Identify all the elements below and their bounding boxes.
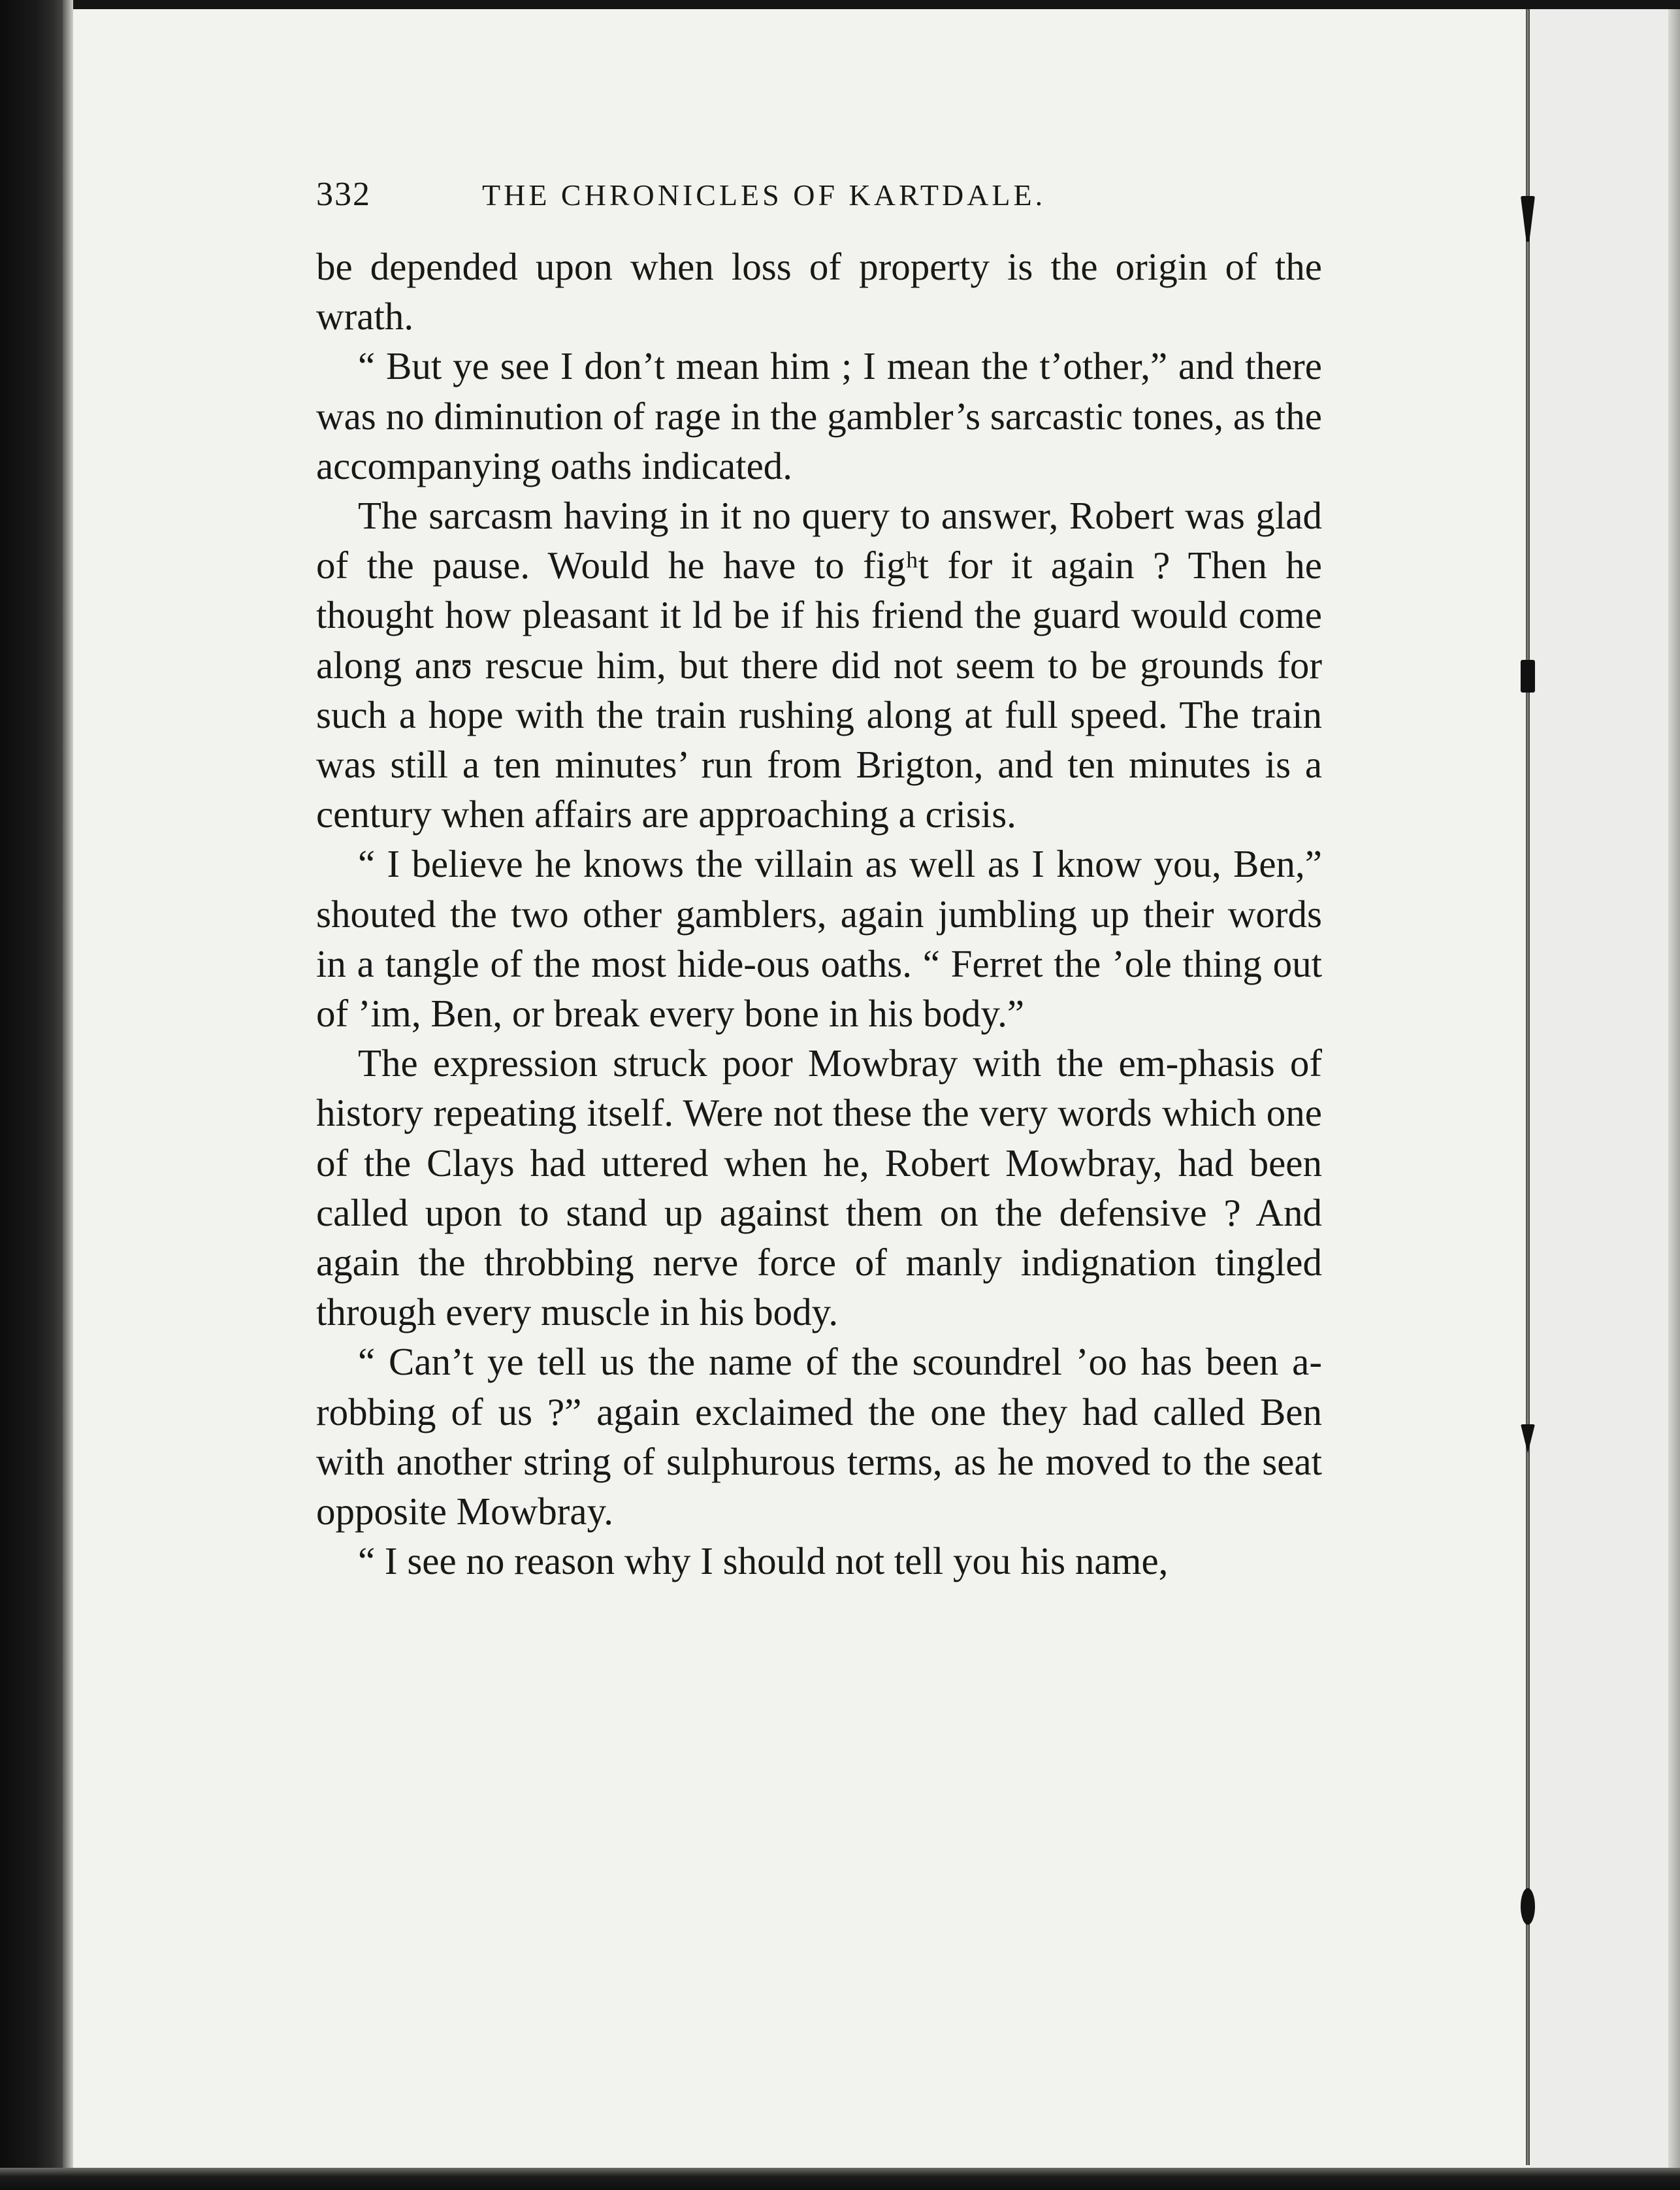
running-head xyxy=(316,175,1322,227)
bottom-scan-border xyxy=(0,2168,1680,2190)
page-number: 332 xyxy=(316,176,371,213)
page-content xyxy=(316,175,1322,1586)
gutter-mark xyxy=(1521,1888,1535,1925)
paragraph: “ I believe he knows the villain as well as I know you, Ben,” shouted the two other gamblers, again jumbling up their words in a tangle of the most hide-ous oaths. “ Ferret the ’ole thing out of ’im, Ben, or break every bone in his body.” xyxy=(316,842,1322,1036)
facing-page-edge xyxy=(1530,9,1680,2168)
running-title: THE CHRONICLES OF KARTDALE. xyxy=(482,178,1046,212)
right-scan-border xyxy=(1668,9,1680,2168)
paragraph: “ I see no reason why I should not tell you his name, xyxy=(358,1539,1169,1583)
paragraph: be depended upon when loss of property is the origin of the wrath. xyxy=(316,245,1322,338)
gutter-mark xyxy=(1521,660,1535,693)
page-fold-line xyxy=(1526,9,1530,2165)
binding-edge xyxy=(63,0,73,2190)
book-binding xyxy=(0,0,65,2190)
paragraph: The expression struck poor Mowbray with the em-phasis of history repeating itself. Were not these the very words which one of the Clays had uttered when he, Robert Mowbray, had been called upon to stand up against them on the defensive ? And again the throbbing nerve force of manly indignation tingled through every muscle in his body. xyxy=(316,1041,1322,1334)
body-text xyxy=(316,242,1322,1586)
top-scan-border xyxy=(0,0,1680,9)
paragraph: The sarcasm having in it no query to answer, Robert was glad of the pause. Would he have to figʰt for it again ? Then he thought how pleasant it ld be if his friend the guard would come along anʊ rescue him, but there did not seem to be grounds for such a hope with the train rushing along at full speed. The train was still a ten minutes’ run from Brigton, and ten minutes is a century when affairs are approaching a crisis. xyxy=(316,494,1322,836)
paragraph: “ Can’t ye tell us the name of the scoundrel ’oo has been a-robbing of us ?” again exclaimed the one they had called Ben with another string of sulphurous terms, as he moved to the seat opposite Mowbray. xyxy=(316,1340,1322,1533)
paragraph: “ But ye see I don’t mean him ; I mean the t’other,” and there was no diminution of rage in the gambler’s sarcastic tones, as the accompanying oaths indicated. xyxy=(316,344,1322,487)
